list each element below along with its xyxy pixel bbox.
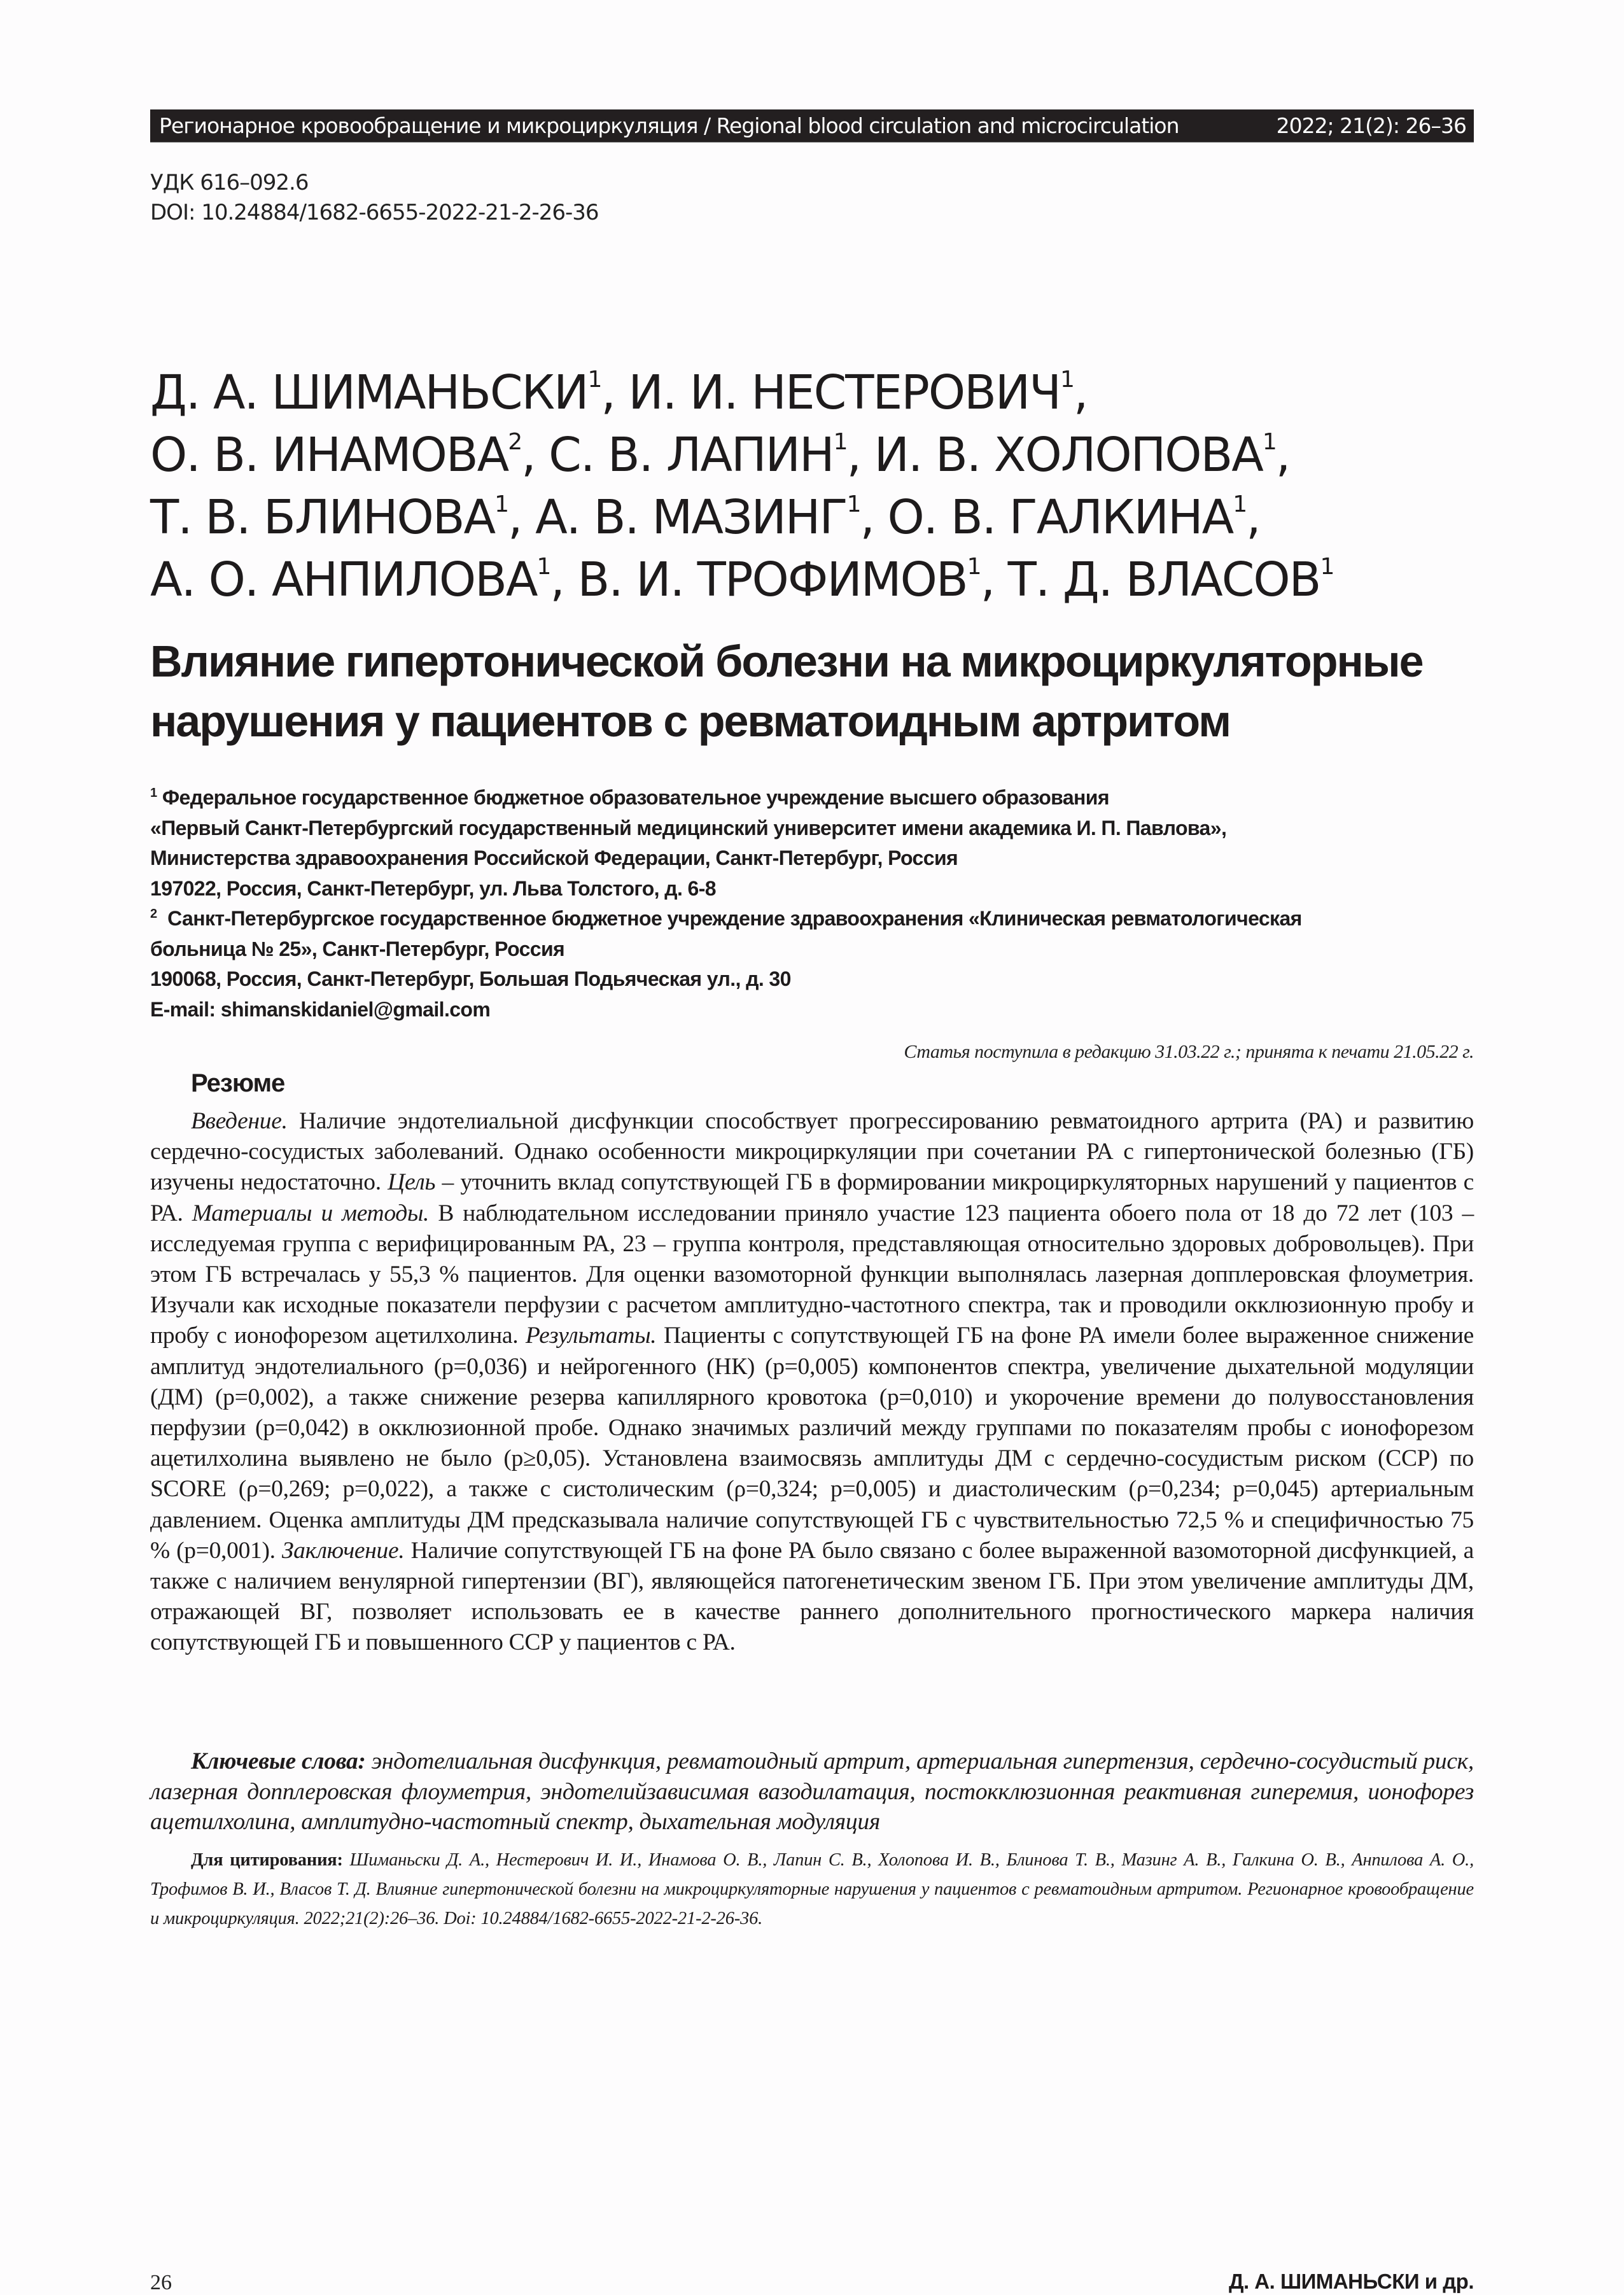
- affiliation-mark: 2: [508, 429, 522, 455]
- affiliation-1-address: 197022, Россия, Санкт-Петербург, ул. Льва Толстого, д. 6-8: [150, 876, 716, 900]
- affiliations: [150, 783, 1474, 1025]
- separator: ,: [846, 428, 874, 482]
- author-line: [150, 424, 1474, 486]
- affiliation-2-cont: больница № 25», Санкт-Петербург, Россия: [150, 937, 565, 960]
- abstract-body: [150, 1106, 1474, 1659]
- author-name: О. В. ИНАМОВА: [150, 428, 508, 482]
- author: [577, 552, 1007, 607]
- author-name: В. И. ТРОФИМОВ: [577, 552, 967, 607]
- journal-name: Регионарное кровообращение и микроциркуляция / Regional blood circulation and microcirculation: [159, 113, 1179, 138]
- methods-text: В наблюдательном исследовании приняло участие 123 пациента обоего пола от 18 до 72 лет (103 – исследуемая группа с верифицированным РА, 23 – группа контроля, представляющая относительно здоровых добровольцев). При этом ГБ встречалась у 55,3 % пациентов. Для оценки вазомоторной функции выполнялась лазерная допплеровская флоуметрия. Изучали как исходные показатели перфузии с расчетом амплитудно-частотного спектра, так и проводили окклюзионную пробу и пробу с ионофорезом ацетилхолина.: [150, 1200, 1474, 1349]
- author-name: Т. Д. ВЛАСОВ: [1007, 552, 1320, 607]
- citation-label: Для цитирования:: [191, 1850, 343, 1870]
- citation-text: Шиманьски Д. А., Нестерович И. И., Инамова О. В., Лапин С. В., Холопова И. В., Блинова Т. В., Мазинг А. В., Галкина О. В., Анпилова А. О., Трофимов В. И., Власов Т. Д. Влияние гипертонической болезни на микроциркуляторные нарушения у пациентов с ревматоидным артритом. Регионарное кровообращение и микроциркуляция. 2022;21(2):26–36. Doi: 10.24884/1682-6655-2022-21-2-26-36.: [150, 1850, 1474, 1928]
- affiliation-mark: 1: [494, 491, 508, 517]
- doi[interactable]: DOI: 10.24884/1682-6655-2022-21-2-26-36: [150, 200, 599, 225]
- author-name: И. И. НЕСТЕРОВИЧ: [628, 365, 1060, 420]
- article-meta: [150, 168, 599, 228]
- author-list: [150, 361, 1474, 611]
- running-author: Д. А. ШИМАНЬСКИ и др.: [1228, 2270, 1474, 2293]
- affiliation-mark: 1: [1320, 554, 1334, 580]
- abstract-paragraph: [150, 1106, 1474, 1659]
- citation: [150, 1846, 1474, 1934]
- abstract-heading: Резюме: [191, 1069, 285, 1097]
- running-head: [150, 109, 1474, 143]
- author-name: А. О. АНПИЛОВА: [150, 552, 537, 607]
- author: [1008, 552, 1334, 607]
- author: [888, 490, 1260, 545]
- affiliation-mark: 1: [1233, 491, 1247, 517]
- separator: ,: [1246, 490, 1260, 545]
- aim-label: Цель: [388, 1169, 436, 1196]
- separator: ,: [860, 490, 888, 545]
- author: [549, 428, 874, 482]
- affiliation-mark: 1: [1262, 429, 1276, 455]
- affiliation-2-address: 190068, Россия, Санкт-Петербург, Большая Подьяческая ул., д. 30: [150, 967, 791, 990]
- contact-email[interactable]: E-mail: shimanskidaniel@gmail.com: [150, 997, 491, 1021]
- author-name: Д. А. ШИМАНЬСКИ: [150, 365, 588, 420]
- udc-code: УДК 616–092.6: [150, 170, 309, 195]
- author: [874, 428, 1290, 482]
- author: [150, 365, 628, 420]
- author-line: [150, 549, 1474, 611]
- separator: ,: [1275, 428, 1290, 482]
- intro-text: Наличие эндотелиальной дисфункции способствует прогрессированию ревматоидного артрита (РА) и развитию сердечно-сосудистых заболеваний. Однако особенности микроциркуляции при сочетании РА с гипертонической болезнью (ГБ) изучены недостаточно.: [150, 1108, 1474, 1196]
- results-label: Результаты.: [525, 1323, 657, 1349]
- author-name: Т. В. БЛИНОВА: [150, 490, 495, 545]
- author: [535, 490, 887, 545]
- article-title: [150, 631, 1474, 751]
- results-text: Пациенты с сопутствующей ГБ на фоне РА имели более выраженное снижение амплитуд эндотелиального (p=0,036) и нейрогенного (НК) (p=0,005) компонентов спектра, увеличение дыхательной модуляции (ДМ) (p=0,002), а также снижение резерва капиллярного кровотока (p=0,010) и укорочение времени до полувосстановления перфузии (p=0,042) в окклюзионной пробе. Однако значимых различий между группами по показателям пробы с ионофорезом ацетилхолина выявлено не было (p≥0,05). Установлена взаимосвязь амплитуды ДМ с сердечно-сосудистым риском (ССР) по SCORE (ρ=0,269; p=0,022), а также с систолическим (ρ=0,324; p=0,005) и диастолическим (ρ=0,234; p=0,045) артериальным давлением. Оценка амплитуды ДМ предсказывала наличие сопутствующей ГБ с чувствительностью 72,5 % и специфичностью 75 % (p=0,001).: [150, 1323, 1474, 1564]
- affiliation-mark: 2: [150, 907, 157, 921]
- received-date: Статья поступила в редакцию 31.03.22 г.; принята к печати 21.05.22 г.: [904, 1041, 1474, 1062]
- author-name: И. В. ХОЛОПОВА: [874, 428, 1263, 482]
- keywords: [150, 1746, 1474, 1837]
- affiliation-1-cont: «Первый Санкт-Петербургский государственный медицинский университет имени академика И. П. Павлова»,: [150, 816, 1227, 839]
- issue-info: 2022; 21(2): 26–36: [1276, 113, 1466, 138]
- author: [150, 552, 577, 607]
- separator: ,: [550, 552, 578, 607]
- separator: ,: [1073, 365, 1088, 420]
- author: [150, 490, 535, 545]
- affiliation-text: Федеральное государственное бюджетное образовательное учреждение высшего образования: [162, 786, 1109, 809]
- conclusion-text: Наличие сопутствующей ГБ на фоне РА было связано с более выраженной вазомоторной дисфункцией, а также с наличием венулярной гипертензии (ВГ), являющейся патогенетическим звеном ГБ. При этом увеличение амплитуды ДМ, отражающей ВГ, позволяет использовать ее в качестве раннего дополнительного прогностического маркера наличия сопутствующей ГБ и повышенного ССР у пациентов с РА.: [150, 1537, 1474, 1656]
- separator: ,: [980, 552, 1008, 607]
- separator: ,: [521, 428, 549, 482]
- affiliation-mark: 1: [150, 786, 157, 800]
- affiliation-mark: 1: [536, 554, 550, 580]
- methods-label: Материалы и методы.: [192, 1200, 430, 1226]
- author: [628, 365, 1087, 420]
- aim-text: – уточнить вклад сопутствующей ГБ в формировании микроциркуляторных нарушений у пациентов с РА.: [150, 1169, 1474, 1226]
- affiliation-mark: 1: [846, 491, 860, 517]
- affiliation-1: [150, 783, 1474, 813]
- affiliation-1-cont: Министерства здравоохранения Российской Федерации, Санкт-Петербург, Россия: [150, 846, 958, 869]
- author-name: О. В. ГАЛКИНА: [887, 490, 1233, 545]
- affiliation-mark: 1: [967, 554, 981, 580]
- author-line: [150, 361, 1474, 424]
- affiliation-mark: 1: [1060, 367, 1074, 393]
- affiliation-mark: 1: [833, 429, 847, 455]
- intro-label: Введение.: [191, 1108, 288, 1134]
- affiliation-2: [150, 904, 1474, 934]
- title-line: нарушения у пациентов с ревматоидным артритом: [150, 696, 1230, 746]
- author-name: С. В. ЛАПИН: [549, 428, 834, 482]
- author: [150, 428, 549, 482]
- affiliation-text: Санкт-Петербургское государственное бюджетное учреждение здравоохранения «Клиническая ревматологическая: [167, 907, 1302, 930]
- title-line: Влияние гипертонической болезни на микроциркуляторные: [150, 636, 1423, 686]
- affiliation-mark: 1: [587, 367, 601, 393]
- conclusion-label: Заключение.: [281, 1537, 405, 1564]
- keywords-label: Ключевые слова:: [191, 1748, 366, 1774]
- separator: ,: [601, 365, 629, 420]
- author-line: [150, 486, 1474, 549]
- page-number: 26: [150, 2271, 172, 2294]
- keywords-text: эндотелиальная дисфункция, ревматоидный артрит, артериальная гипертензия, сердечно-сосудистый риск, лазерная допплеровская флоуметрия, эндотелийзависимая вазодилатация, постокклюзионная реактивная гиперемия, ионофорез ацетилхолина, амплитудно-частотный спектр, дыхательная модуляция: [150, 1748, 1474, 1835]
- author-name: А. В. МАЗИНГ: [535, 490, 847, 545]
- separator: ,: [508, 490, 536, 545]
